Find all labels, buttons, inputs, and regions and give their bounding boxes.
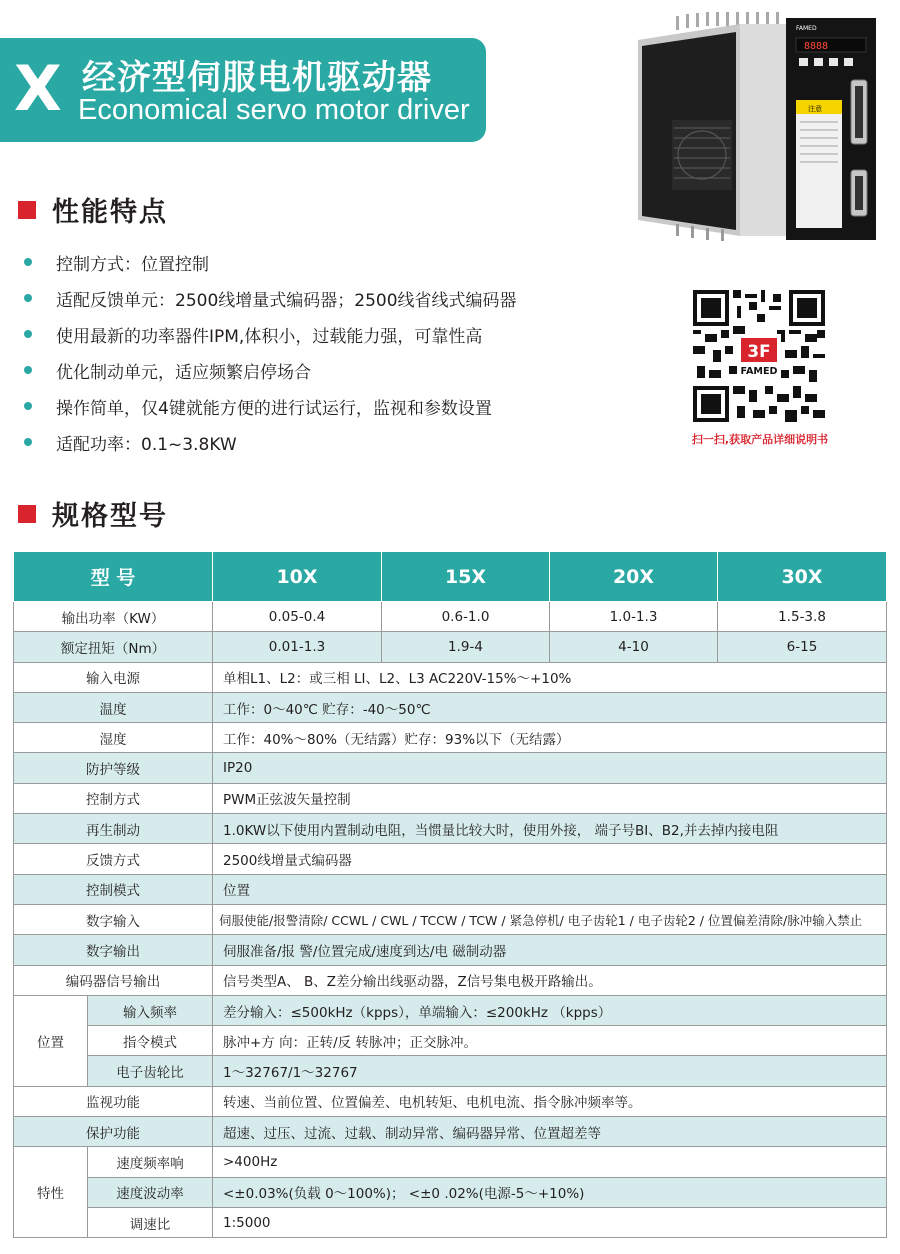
feature-item: 操作简单，仅4键就能方便的进行试运行，监视和参数设置 (24, 388, 517, 424)
feature-list (24, 244, 517, 460)
feature-item: 控制方式：位置控制 (24, 244, 517, 280)
product-warning-label: 注意 (808, 105, 822, 113)
table-cell: 伺服使能/报警清除/ CCWL / CWL / TCCW / TCW / 紧急停机/ 电子齿轮1 / 电子齿轮2 / 位置偏差清除/脉冲输入禁止 (213, 904, 887, 934)
table-cell: 1.0KW以下使用内置制动电阻，当惯量比较大时，使用外接， 端子号BI、B2,并去掉内接电阻 (213, 814, 887, 844)
table-row (14, 995, 887, 1025)
table-cell: <±0.03%(负载 0～100%)； <±0 .02%(电源-5～+10%) (213, 1177, 887, 1207)
table-cell: 工作：0～40℃ 贮存：-40～50℃ (213, 692, 887, 722)
table-cell: 差分输入：≤500kHz（kpps），单端输入：≤200kHz （kpps） (213, 995, 887, 1025)
table-cell: IP20 (213, 753, 887, 783)
table-row (14, 965, 887, 995)
table-header-row (14, 552, 887, 602)
red-square-icon (18, 505, 36, 523)
row-label: 数字输出 (14, 935, 213, 965)
row-label: 额定扭矩（Nm） (14, 632, 213, 662)
row-label: 速度波动率 (88, 1177, 213, 1207)
row-label: 反馈方式 (14, 844, 213, 874)
table-row (14, 602, 887, 632)
row-label: 防护等级 (14, 753, 213, 783)
row-label: 电子齿轮比 (88, 1056, 213, 1086)
table-cell: 位置 (213, 874, 887, 904)
table-cell: 0.6-1.0 (382, 602, 550, 632)
table-header-cell: 20X (550, 552, 718, 602)
row-label: 速度频率响 (88, 1147, 213, 1177)
table-row (14, 783, 887, 813)
row-label: 控制模式 (14, 874, 213, 904)
table-cell: 1～32767/1～32767 (213, 1056, 887, 1086)
table-row (14, 935, 887, 965)
row-label: 指令模式 (88, 1026, 213, 1056)
servo-driver-product-image (636, 10, 880, 242)
table-row (14, 692, 887, 722)
table-row (14, 1117, 887, 1147)
series-letter: X (14, 52, 62, 125)
feature-item: 优化制动单元，适应频繁启停场合 (24, 352, 517, 388)
row-label: 温度 (14, 692, 213, 722)
bullet-icon (24, 438, 32, 446)
qr-caption: 扫一扫,获取产品详细说明书 (691, 433, 829, 446)
feature-item: 使用最新的功率器件IPM,体积小，过载能力强，可靠性高 (24, 316, 517, 352)
table-cell: 1.0-1.3 (550, 602, 718, 632)
feature-item: 适配功率：0.1~3.8KW (24, 424, 517, 460)
row-label: 监视功能 (14, 1086, 213, 1116)
table-cell: 0.01-1.3 (213, 632, 382, 662)
qr-code[interactable] (693, 290, 825, 422)
group-label-characteristics: 特性 (14, 1147, 88, 1238)
group-label-position: 位置 (14, 995, 88, 1086)
title-banner (0, 38, 486, 142)
table-cell: 转速、当前位置、位置偏差、电机转矩、电机电流、指令脉冲频率等。 (213, 1086, 887, 1116)
table-cell: 1:5000 (213, 1207, 887, 1237)
table-cell: 2500线增量式编码器 (213, 844, 887, 874)
table-cell: 1.9-4 (382, 632, 550, 662)
table-cell: >400Hz (213, 1147, 887, 1177)
feature-item: 适配反馈单元：2500线增量式编码器；2500线省线式编码器 (24, 280, 517, 316)
table-row (14, 753, 887, 783)
page-title-cn: 经济型伺服电机驱动器 (82, 58, 432, 98)
bullet-icon (24, 330, 32, 338)
row-label: 编码器信号输出 (14, 965, 213, 995)
table-row (14, 814, 887, 844)
table-header-cell: 30X (718, 552, 887, 602)
table-cell: PWM正弦波矢量控制 (213, 783, 887, 813)
table-row (14, 874, 887, 904)
table-header-cell: 10X (213, 552, 382, 602)
table-row (14, 723, 887, 753)
table-row (14, 1086, 887, 1116)
table-cell: 脉冲+方 向：正转/反 转脉冲；正交脉冲。 (213, 1026, 887, 1056)
row-label: 输出功率（KW） (14, 602, 213, 632)
row-label: 湿度 (14, 723, 213, 753)
table-row (14, 1056, 887, 1086)
spec-heading: 规格型号 (18, 494, 168, 533)
table-cell: 1.5-3.8 (718, 602, 887, 632)
red-square-icon (18, 201, 36, 219)
qr-logo-sub: FAMED (740, 366, 778, 377)
bullet-icon (24, 402, 32, 410)
table-cell: 单相L1、L2：或三相 LI、L2、L3 AC220V-15%～+10% (213, 662, 887, 692)
table-cell: 工作：40%～80%（无结露）贮存：93%以下（无结露） (213, 723, 887, 753)
table-row (14, 1026, 887, 1056)
row-label: 调速比 (88, 1207, 213, 1237)
row-label: 输入电源 (14, 662, 213, 692)
row-label: 输入频率 (88, 995, 213, 1025)
table-row (14, 904, 887, 934)
table-cell: 超速、过压、过流、过载、制动异常、编码器异常、位置超差等 (213, 1117, 887, 1147)
spec-table (13, 551, 887, 1238)
table-row (14, 1147, 887, 1177)
table-cell: 4-10 (550, 632, 718, 662)
qr-logo-text: 3F (747, 341, 771, 362)
table-row (14, 1207, 887, 1237)
table-cell: 6-15 (718, 632, 887, 662)
row-label: 数字输入 (14, 904, 213, 934)
table-row (14, 1177, 887, 1207)
table-header-cell: 型 号 (14, 552, 213, 602)
table-header-cell: 15X (382, 552, 550, 602)
table-cell: 信号类型A、 B、Z差分输出线驱动器，Z信号集电极开路输出。 (213, 965, 887, 995)
row-label: 控制方式 (14, 783, 213, 813)
table-cell: 0.05-0.4 (213, 602, 382, 632)
row-label: 再生制动 (14, 814, 213, 844)
table-row (14, 662, 887, 692)
bullet-icon (24, 258, 32, 266)
features-heading: 性能特点 (18, 190, 168, 229)
bullet-icon (24, 366, 32, 374)
table-row (14, 632, 887, 662)
table-cell: 伺服准备/报 警/位置完成/速度到达/电 磁制动器 (213, 935, 887, 965)
table-row (14, 844, 887, 874)
product-display-text: 8888 (804, 41, 829, 52)
page-title-en: Economical servo motor driver (78, 94, 470, 126)
row-label: 保护功能 (14, 1117, 213, 1147)
bullet-icon (24, 294, 32, 302)
product-brand-text: FAMED (796, 25, 817, 32)
